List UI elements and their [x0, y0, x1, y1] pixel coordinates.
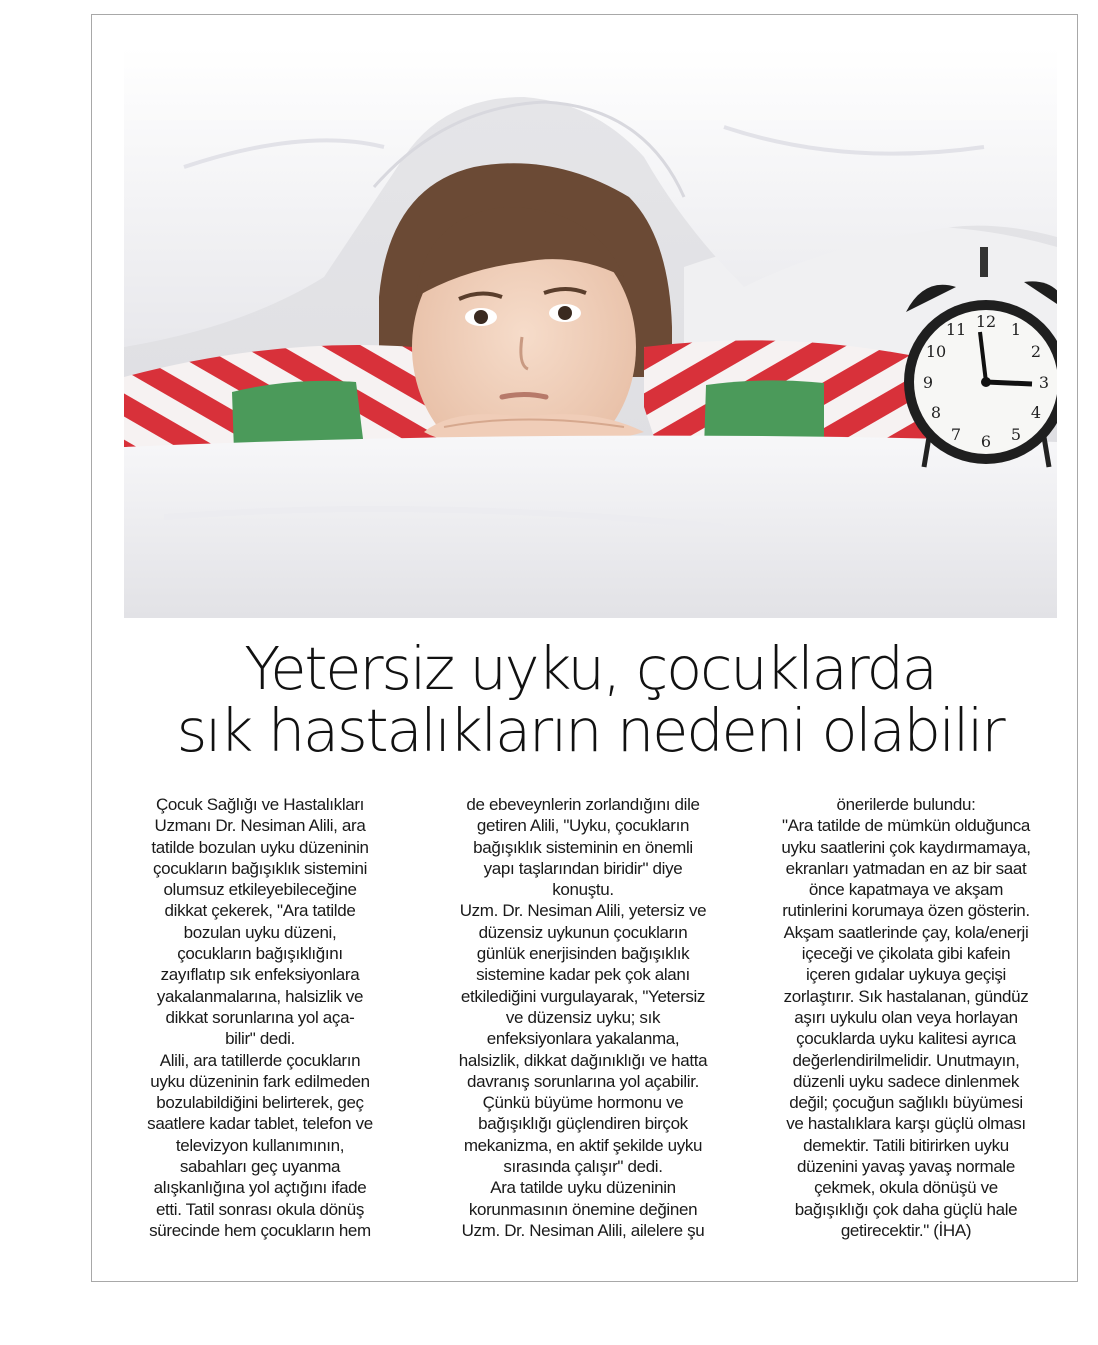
text-line: olumsuz etkileyebileceğine: [163, 880, 357, 900]
text-line: ve hastalıklara karşı güçlü olması: [786, 1114, 1026, 1134]
text-line: günlük enerjisinden bağışıklık: [476, 944, 690, 964]
text-line: bağışıklığı güçlendiren birçok: [478, 1114, 688, 1134]
clock-numeral-6: 6: [980, 432, 992, 451]
text-line: bağışıklık sisteminin en önemli: [473, 837, 693, 857]
text-line: korunmasının önemine değinen: [468, 1199, 698, 1219]
text-line: getirecektir." (İHA): [840, 1220, 972, 1240]
text-line: getiren Alili, "Uyku, çocukların: [476, 816, 690, 836]
text-line: yapı taşlarından biridir" diye: [483, 858, 683, 878]
clock-numeral-8: 8: [930, 403, 942, 422]
clock-numeral-1: 1: [1010, 320, 1022, 339]
text-line: uyku saatlerini çok kaydırmamaya,: [781, 837, 1031, 857]
text-line: zayıflatıp sık enfeksiyonlara: [160, 965, 360, 985]
clock-numeral-7: 7: [950, 425, 962, 444]
headline-line-2: sık hastalıkların nedeni olabilir: [176, 696, 1004, 765]
text-line: bozulabildiğini belirterek, geç: [156, 1093, 364, 1113]
text-line: demektir. Tatili bitirirken uyku: [803, 1135, 1009, 1155]
text-line: Alili, ara tatillerde çocukların: [159, 1050, 361, 1070]
text-line: enfeksiyonlara yakalanma,: [486, 1029, 680, 1049]
text-line: de ebeveynlerin zorlandığını dile: [466, 795, 700, 814]
text-line: bağışıklığı çok daha güçlü hale: [794, 1199, 1018, 1219]
text-line: Ara tatilde uyku düzeninin: [490, 1178, 676, 1198]
text-line: televizyon kullanımının,: [175, 1135, 345, 1155]
text-line: Çünkü büyüme hormonu ve: [482, 1093, 684, 1113]
text-line: çocukların bağışıklık sistemini: [152, 858, 367, 878]
text-line: çocuklarda uyku kalitesi ayrıca: [796, 1029, 1016, 1049]
text-line: bozulan uyku düzeni,: [183, 922, 337, 942]
article-headline: [110, 634, 1070, 765]
text-line: düzenini yavaş yavaş normale: [797, 1157, 1015, 1177]
text-line: sabahları geç uyanma: [179, 1157, 341, 1177]
text-line: alışkanlığına yol açtığını ifade: [153, 1178, 367, 1198]
text-line: halsizlik, dikkat dağınıklığı ve hatta: [458, 1050, 708, 1070]
article-photo: [124, 47, 1057, 618]
text-line: Uzmanı Dr. Nesiman Alili, ara: [154, 816, 366, 836]
text-line: "Ara tatilde de mümkün olduğunca: [781, 816, 1031, 836]
text-line: Uzm. Dr. Nesiman Alili, ailelere şu: [461, 1220, 705, 1240]
text-line: düzenli uyku sadece dinlenmek: [792, 1071, 1020, 1091]
text-line: ekranları yatmadan en az bir saat: [785, 858, 1027, 878]
text-line: ve düzensiz uyku; sık: [505, 1007, 661, 1027]
text-line: Çocuk Sağlığı ve Hastalıkları: [155, 795, 365, 814]
text-line: Uzm. Dr. Nesiman Alili, yetersiz ve: [459, 901, 707, 921]
text-line: saatlere kadar tablet, telefon ve: [147, 1114, 373, 1134]
text-line: önce kapatmaya ve akşam: [808, 880, 1004, 900]
text-line: yakalanmalarına, halsizlik ve: [156, 986, 364, 1006]
text-line: uyku düzeninin fark edilmeden: [150, 1071, 370, 1091]
text-line: değerlendirilmelidir. Unutmayın,: [792, 1050, 1020, 1070]
text-line: zorlaştırır. Sık hastalanan, gündüz: [783, 986, 1029, 1006]
text-line: Akşam saatlerinde çay, kola/enerji: [783, 922, 1029, 942]
clock-numeral-12: 12: [975, 312, 997, 331]
text-line: önerilerde bulundu:: [836, 795, 976, 814]
text-line: içeceği ve çikolata gibi kafein: [801, 944, 1011, 964]
article-column-1: [110, 794, 410, 1241]
text-line: içeren gıdalar uykuya geçişi: [806, 965, 1006, 985]
text-line: etti. Tatil sonrası okula dönüş: [155, 1199, 365, 1219]
clock-numeral-4: 4: [1030, 403, 1042, 422]
text-line: çekmek, okula dönüşü ve: [814, 1178, 998, 1198]
text-line: sistemine kadar pek çok alanı: [476, 965, 690, 985]
text-line: çocukların bağışıklığını: [177, 944, 343, 964]
text-line: sırasında çalışır" dedi.: [503, 1157, 663, 1177]
text-line: değil; çocuğun sağlıklı büyümesi: [789, 1093, 1023, 1113]
clock-numeral-11: 11: [945, 320, 967, 339]
clock-numeral-2: 2: [1030, 342, 1042, 361]
text-line: konuştu.: [552, 880, 614, 900]
clock-numeral-5: 5: [1010, 425, 1022, 444]
article-column-2: [433, 794, 733, 1241]
text-line: aşırı uykulu olan veya horlayan: [794, 1007, 1018, 1027]
text-line: mekanizma, en aktif şekilde uyku: [463, 1135, 703, 1155]
text-line: davranış sorunlarına yol açabilir.: [467, 1071, 699, 1091]
text-line: etkilediğini vurgulayarak, "Yetersiz: [460, 986, 706, 1006]
text-line: düzensiz uykunun çocukların: [478, 922, 688, 942]
text-line: dikkat sorunlarına yol aça-: [165, 1007, 355, 1027]
text-line: rutinlerini korumaya özen gösterin.: [782, 901, 1030, 921]
article-column-3: [756, 794, 1056, 1241]
text-line: sürecinde hem çocukların hem: [149, 1220, 371, 1240]
headline-line-1: Yetersiz uyku, çocuklarda: [244, 634, 936, 703]
clock-numeral-3: 3: [1038, 373, 1050, 392]
clock-numeral-10: 10: [925, 342, 947, 361]
clock-numeral-9: 9: [922, 373, 934, 392]
text-line: bilir" dedi.: [225, 1029, 295, 1049]
text-line: tatilde bozulan uyku düzeninin: [151, 837, 369, 857]
text-line: dikkat çekerek, "Ara tatilde: [164, 901, 356, 921]
